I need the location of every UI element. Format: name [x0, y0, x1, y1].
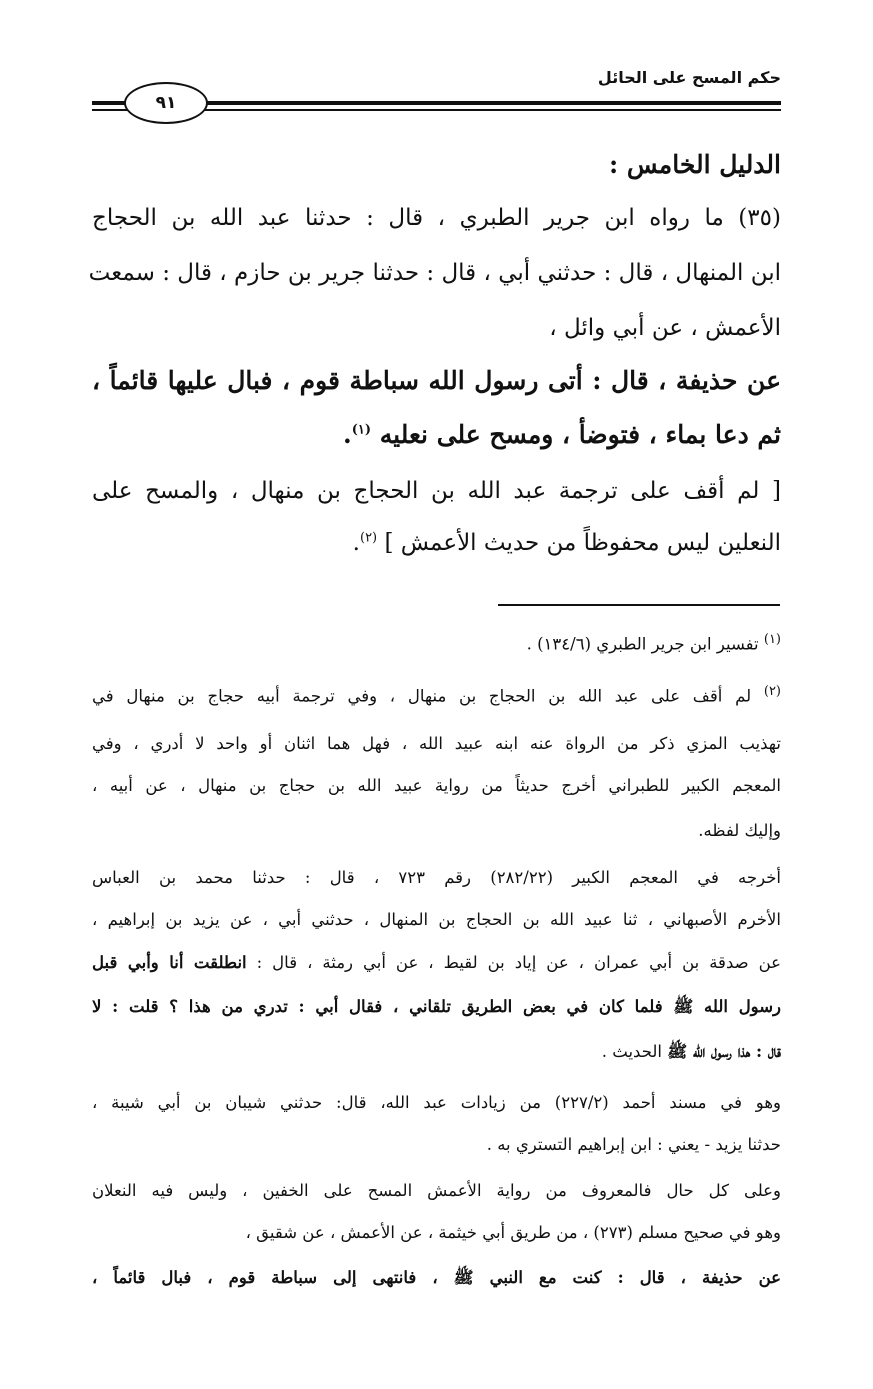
paragraph-line: الأعمش ، عن أبي وائل ، [549, 315, 781, 341]
footnote-line [92, 953, 781, 972]
footnote-2-line [92, 684, 781, 706]
footnote-mark: (٢) [763, 684, 781, 699]
footnote-text: عن صدقة بن أبي عمران ، عن إياد بن لقيط ، عن أبي رمثة ، قال : [256, 953, 782, 972]
paragraph-line: ابن المنهال ، قال : حدثني أبي ، قال : حدثنا جرير بن حازم ، قال : سمعت [88, 260, 781, 286]
note-line: [ لم أقف على ترجمة عبد الله بن الحجاج بن منهال ، والمسح على [92, 478, 781, 504]
note-line: النعلين ليس محفوظاً من حديث الأعمش ] $^{(٢)}$. [352, 530, 781, 556]
footnote-line: وهو في مسند أحمد (٢٢٧/٢) من زيادات عبد الله، قال: حدثني شيبان بن أبي شيبة ، [92, 1093, 781, 1112]
section-heading: الدليل الخامس : [609, 150, 781, 179]
running-title: حكم المسح على الحائل [597, 68, 781, 87]
footnote-line: المعجم الكبير للطبراني أخرج حديثاً من رواية عبيد الله بن حجاج بن منهال ، عن أبيه ، [92, 776, 781, 795]
hadith-line: ثم دعا بماء ، فتوضأ ، ومسح على نعليه $^{(١)}$. [343, 420, 781, 449]
footnote-text: لم أقف على عبد الله بن الحجاج بن منهال ، وفي ترجمة أبيه حجاج بن منهال في [92, 686, 752, 706]
note-text: النعلين ليس محفوظاً من حديث الأعمش ] [384, 530, 781, 556]
footnote-text: تفسير ابن جرير الطبري (١٣٤/٦) . [526, 634, 759, 654]
footnote-ref: (٢) [359, 530, 378, 546]
hadith-text: ثم دعا بماء ، فتوضأ ، ومسح على نعليه [379, 420, 781, 449]
footnote-1 [527, 632, 781, 654]
footnote-bold-text: قال : هذا رسول الله ﷺ [667, 1042, 781, 1061]
footnote-line: أخرجه في المعجم الكبير (٢٨٢/٢٢) رقم ٧٢٣ ، قال : حدثنا محمد بن العباس [92, 868, 781, 887]
footnote-line: وإليك لفظه. [698, 821, 781, 840]
footnote-line: عن حذيفة ، قال : كنت مع النبي ﷺ ، فانتهى إلى سباطة قوم ، فبال قائماً ، [92, 1268, 781, 1287]
footnote-line: رسول الله ﷺ فلما كان في بعض الطريق تلقاني ، فقال أبي : تدري من هذا ؟ قلت : لا [92, 997, 781, 1016]
footnote-line: حدثنا يزيد - يعني : ابن إبراهيم التستري به . [486, 1135, 781, 1154]
footnote-line: وعلى كل حال فالمعروف من رواية الأعمش المسح على الخفين ، وليس فيه النعلان [92, 1181, 781, 1200]
footnote-line: الأخرم الأصبهاني ، ثنا عبيد الله بن الحجاج بن المنهال ، حدثني أبي ، عن يزيد بن إبراهيم ، [92, 910, 781, 929]
footnote-ref: (١) [351, 422, 372, 438]
hadith-line: عن حذيفة ، قال : أتى رسول الله سباطة قوم ، فبال عليها قائماً ، [92, 366, 781, 395]
footnote-line: تهذيب المزي ذكر من الرواة عنه ابنه عبيد الله ، فهل هما اثنان أو واحد لا أدري ، وفي [92, 734, 781, 753]
footnote-line [602, 1042, 781, 1066]
paragraph-line: (٣٥) ما رواه ابن جرير الطبري ، قال : حدثنا عبد الله بن الحجاج [92, 205, 781, 231]
page-number: ٩١ [124, 82, 208, 124]
footnote-text: الحديث . [601, 1042, 662, 1061]
footnote-bold-text: انطلقت أنا وأبي قبل [92, 953, 247, 972]
footnote-line: وهو في صحيح مسلم (٢٧٣) ، من طريق أبي خيثمة ، عن الأعمش ، عن شقيق ، [245, 1223, 781, 1242]
footnote-separator [498, 604, 780, 606]
footnote-mark: (١) [763, 632, 781, 647]
